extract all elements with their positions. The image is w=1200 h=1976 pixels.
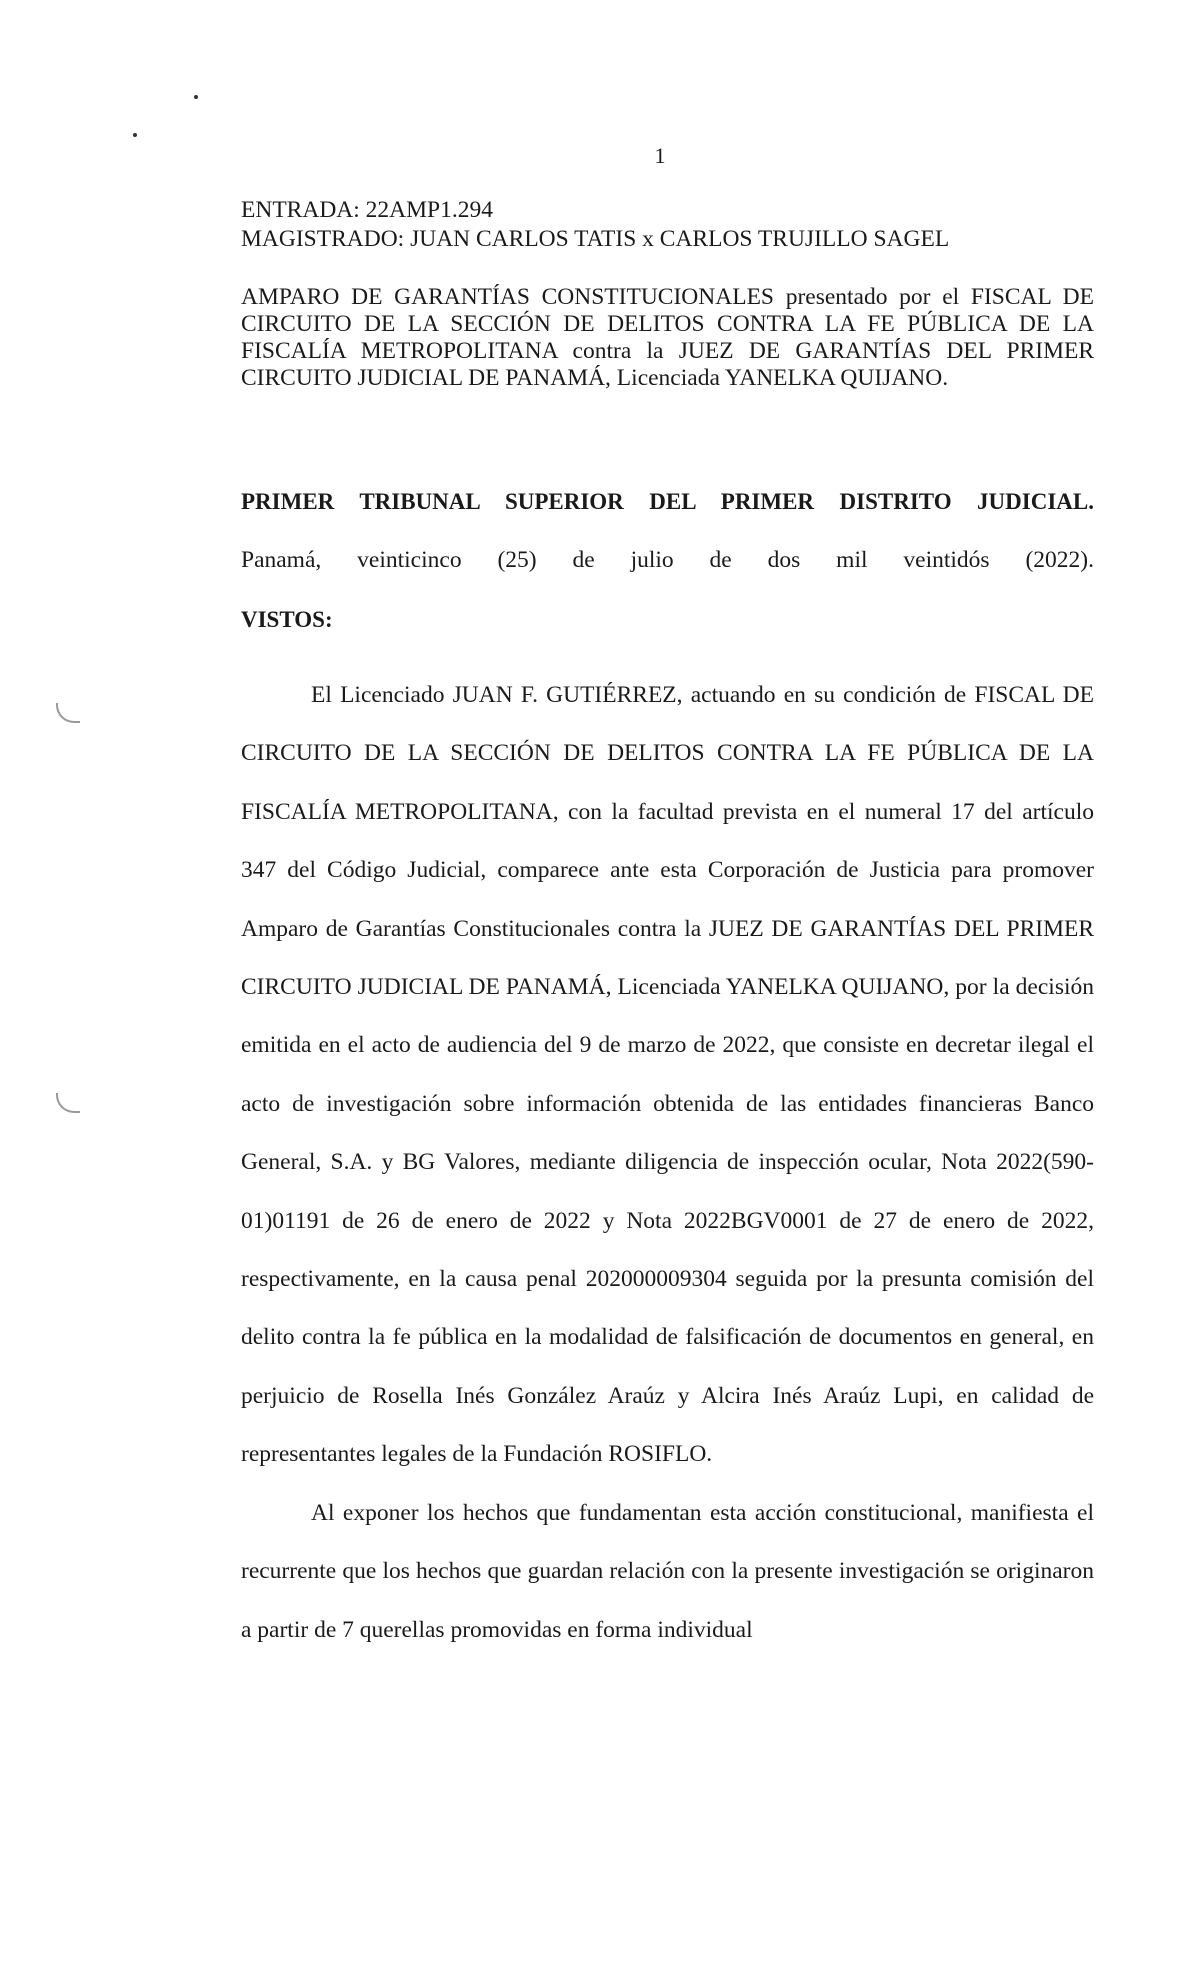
paragraph-2: Al exponer los hechos que fundamentan esta acción constitucional, manifiesta el recurrente que los hechos que guardan relación con la presente investigación se originaron a partir de 7 querellas promovidas en forma individual bbox=[241, 1499, 1094, 1643]
document-body bbox=[241, 666, 1094, 1659]
magistrado-line: MAGISTRADO: JUAN CARLOS TATIS x CARLOS TRUJILLO SAGEL bbox=[241, 226, 950, 252]
vistos-heading: VISTOS: bbox=[241, 607, 333, 632]
hole-punch-mark bbox=[56, 1093, 80, 1113]
hole-punch-mark bbox=[56, 703, 80, 723]
entrada-line: ENTRADA: 22AMP1.294 bbox=[241, 197, 493, 223]
date-line: Panamá, veinticinco (25) de julio de dos mil veintidós (2022). bbox=[241, 547, 1094, 573]
page-number: 1 bbox=[654, 143, 666, 168]
scan-speck bbox=[133, 133, 137, 137]
case-caption: AMPARO DE GARANTÍAS CONSTITUCIONALES presentado por el FISCAL DE CIRCUITO DE LA SECCIÓN DE DELITOS CONTRA LA FE PÚBLICA DE LA FISCALÍA METROPOLITANA contra la JUEZ DE GARANTÍAS DEL PRIMER CIRCUITO JUDICIAL DE PANAMÁ, Licenciada YANELKA QUIJANO. bbox=[241, 284, 1094, 391]
scan-speck bbox=[194, 95, 198, 99]
court-name: PRIMER TRIBUNAL SUPERIOR DEL PRIMER DISTRITO JUDICIAL. bbox=[241, 489, 1094, 514]
paragraph-1: El Licenciado JUAN F. GUTIÉRREZ, actuando en su condición de FISCAL DE CIRCUITO DE LA SECCIÓN DE DELITOS CONTRA LA FE PÚBLICA DE LA FISCALÍA METROPOLITANA, con la facultad prevista en el numeral 17 del artículo 347 del Código Judicial, comparece ante esta Corporación de Justicia para promover Amparo de Garantías Constitucionales contra la JUEZ DE GARANTÍAS DEL PRIMER CIRCUITO JUDICIAL DE PANAMÁ, Licenciada YANELKA QUIJANO, por la decisión emitida en el acto de audiencia del 9 de marzo de 2022, que consiste en decretar ilegal el acto de investigación sobre información obtenida de las entidades financieras Banco General, S.A. y BG Valores, mediante diligencia de inspección ocular, Nota 2022(590-01)01191 de 26 de enero de 2022 y Nota 2022BGV0001 de 27 de enero de 2022, respectivamente, en la causa penal 202000009304 seguida por la presunta comisión del delito contra la fe pública en la modalidad de falsificación de documentos en general, en perjuicio de Rosella Inés González Araúz y Alcira Inés Araúz Lupi, en calidad de representantes legales de la Fundación ROSIFLO. bbox=[241, 682, 1094, 1468]
case-header bbox=[241, 196, 1094, 254]
